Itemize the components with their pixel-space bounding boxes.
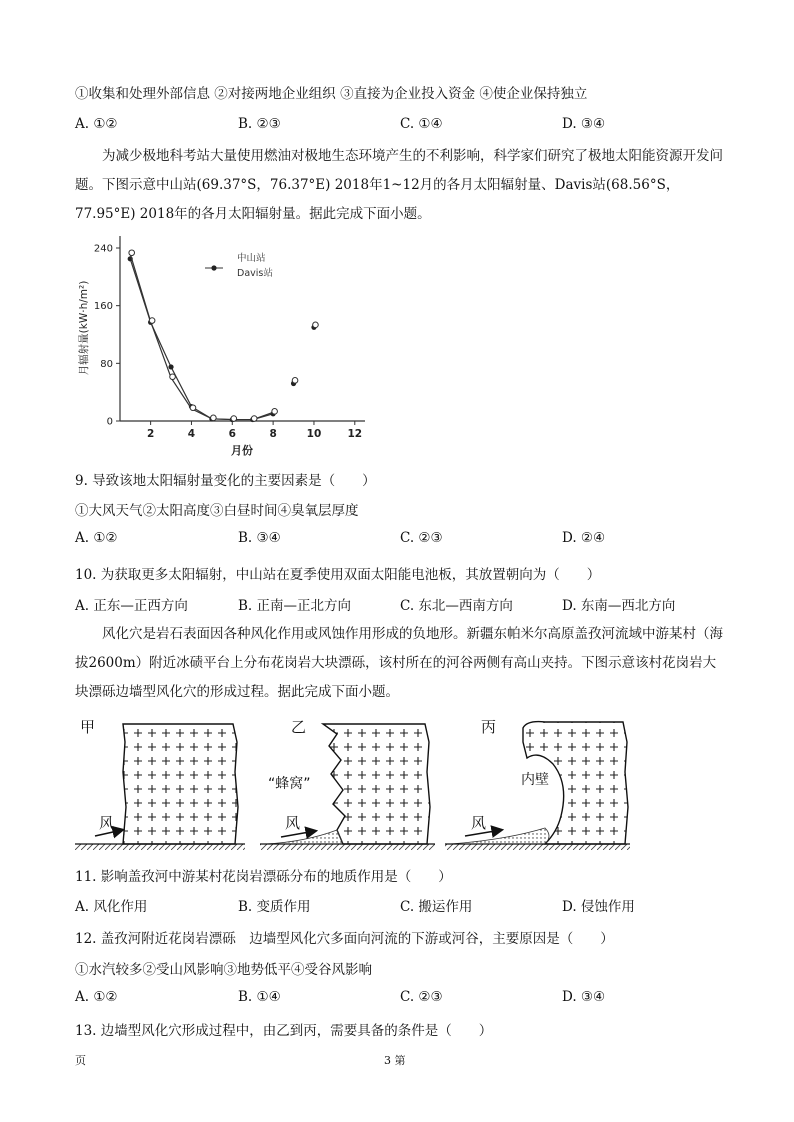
x-tick-label: 4 bbox=[187, 428, 196, 440]
q12-option-b: B. ①④ bbox=[238, 989, 281, 1005]
panel-jia-ground bbox=[75, 844, 245, 850]
x-tick-label: 2 bbox=[146, 428, 155, 440]
passage-solar bbox=[75, 142, 725, 229]
passage-weathering bbox=[75, 620, 725, 707]
chart-series bbox=[128, 250, 319, 422]
x-tick-label: 8 bbox=[269, 428, 277, 440]
q9-option-d: D. ②④ bbox=[562, 530, 606, 546]
panel-yi-ground bbox=[260, 844, 435, 850]
y-ticks bbox=[94, 244, 120, 428]
panel-jia-label: 甲 bbox=[80, 718, 96, 736]
q10-stem: 10. 为获取更多太阳辐射，中山站在夏季使用双面太阳能电池板，其放置朝向为（ ） bbox=[75, 567, 601, 583]
q12-option-c: C. ②③ bbox=[400, 989, 443, 1005]
x-axis-label: 月份 bbox=[231, 444, 253, 457]
q8-option-a: A. ①② bbox=[75, 116, 118, 132]
q10-option-b: B. 正南—正北方向 bbox=[238, 598, 352, 614]
data-point-davis bbox=[129, 250, 135, 256]
legend-davis: Davis站 bbox=[237, 268, 273, 279]
q8-option-c: C. ①④ bbox=[400, 116, 443, 132]
panel-jia-boulder bbox=[123, 724, 238, 844]
y-tick-label: 0 bbox=[106, 416, 113, 428]
panel-yi-wind-label: 风 bbox=[285, 814, 301, 832]
q9-stem: 9. 导致该地太阳辐射量变化的主要因素是（ ） bbox=[75, 473, 376, 489]
data-point-davis bbox=[190, 405, 196, 411]
q9-statements: ①大风天气②太阳高度③白昼时间④臭氧层厚度 bbox=[75, 503, 359, 519]
data-point-davis bbox=[251, 416, 257, 422]
data-point-davis bbox=[211, 415, 217, 421]
panel-jia-wind-label: 风 bbox=[99, 814, 115, 832]
y-tick-label: 80 bbox=[100, 358, 113, 370]
q12-option-a: A. ①② bbox=[75, 989, 118, 1005]
q9-option-b: B. ③④ bbox=[238, 530, 281, 546]
passage-solar-text: 为减少极地科考站大量使用燃油对极地生态环境产生的不利影响，科学家们研究了极地太阳能资源开发问题。下图示意中山站(69.37°S，76.37°E) 2018年1~12月的各月太阳辐射量、Davis站(68.56°S，77.95°E) 2018年的各月太阳辐射量。据此完成下面小题。 bbox=[75, 148, 723, 222]
panel-yi-label: 乙 bbox=[291, 718, 307, 736]
panel-yi bbox=[260, 718, 435, 850]
legend-marker-zhongshan bbox=[211, 265, 216, 270]
footer-page-number: 3 第 bbox=[384, 1054, 406, 1067]
legend-zhongshan: 中山站 bbox=[237, 253, 266, 264]
q11-option-b: B. 变质作用 bbox=[238, 899, 311, 915]
panel-bing-ground bbox=[445, 844, 630, 850]
q11-option-c: C. 搬运作用 bbox=[400, 899, 473, 915]
panel-yi-note: “蜂窝” bbox=[268, 776, 311, 792]
panel-bing-note: 内壁 bbox=[521, 772, 549, 788]
data-point-davis bbox=[231, 416, 237, 422]
panel-bing bbox=[445, 718, 630, 850]
y-tick-label: 240 bbox=[93, 243, 113, 255]
panel-bing-label: 丙 bbox=[481, 718, 497, 736]
data-point-davis bbox=[170, 374, 176, 380]
series-line-0 bbox=[130, 259, 273, 420]
panel-jia bbox=[75, 718, 245, 850]
data-point-davis bbox=[292, 378, 298, 384]
x-tick-label: 10 bbox=[306, 428, 322, 440]
panel-yi-sand bbox=[265, 830, 343, 844]
q8-option-d: D. ③④ bbox=[562, 116, 606, 132]
data-point-davis bbox=[149, 318, 155, 324]
footer-left: 页 bbox=[75, 1054, 86, 1067]
q11-option-a: A. 风化作用 bbox=[75, 899, 148, 915]
panel-bing-wind-label: 风 bbox=[471, 814, 487, 832]
q10-option-c: C. 东北—西南方向 bbox=[400, 598, 513, 614]
data-point-davis bbox=[272, 409, 278, 415]
y-axis-label: 月辐射量(kW·h/m²) bbox=[78, 280, 90, 376]
x-ticks bbox=[147, 421, 362, 440]
panel-yi-boulder bbox=[323, 724, 430, 844]
chart-legend bbox=[205, 252, 273, 279]
q9-option-a: A. ①② bbox=[75, 530, 118, 546]
q12-statements: ①水汽较多②受山风影响③地势低平④受谷风影响 bbox=[75, 962, 372, 978]
passage-weathering-text: 风化穴是岩石表面因各种风化作用或风蚀作用形成的负地形。新疆东帕米尔高原盖孜河流域中游某村（海拔2600m）附近冰碛平台上分布花岗岩大块漂砾，该村所在的河谷两侧有高山夹持。下图示意该村花岗岩大块漂砾边墙型风化穴的形成过程。据此完成下面小题。 bbox=[75, 626, 723, 700]
q11-option-d: D. 侵蚀作用 bbox=[562, 899, 635, 915]
solar-radiation-chart bbox=[75, 228, 375, 458]
q10-option-d: D. 东南—西北方向 bbox=[562, 598, 676, 614]
q13-stem: 13. 边墙型风化穴形成过程中，由乙到丙，需要具备的条件是（ ） bbox=[75, 1023, 493, 1039]
x-tick-label: 12 bbox=[347, 428, 363, 440]
q11-stem: 11. 影响盖孜河中游某村花岗岩漂砾分布的地质作用是（ ） bbox=[75, 869, 452, 885]
data-point-zhongshan bbox=[168, 364, 173, 369]
y-tick-label: 160 bbox=[93, 301, 113, 313]
q8-option-b: B. ②③ bbox=[238, 116, 281, 132]
q9-option-c: C. ②③ bbox=[400, 530, 443, 546]
q12-option-d: D. ③④ bbox=[562, 989, 606, 1005]
q12-stem: 12. 盖孜河附近花岗岩漂砾 边墙型风化穴多面向河流的下游或河谷，主要原因是（ ） bbox=[75, 931, 614, 947]
q8-statements: ①收集和处理外部信息 ②对接两地企业组织 ③直接为企业投入资金 ④使企业保持独立 bbox=[75, 86, 588, 102]
data-point-davis bbox=[313, 322, 319, 328]
weathering-diagram bbox=[75, 712, 635, 860]
q10-option-a: A. 正东—正西方向 bbox=[75, 598, 188, 614]
x-tick-label: 6 bbox=[228, 428, 236, 440]
